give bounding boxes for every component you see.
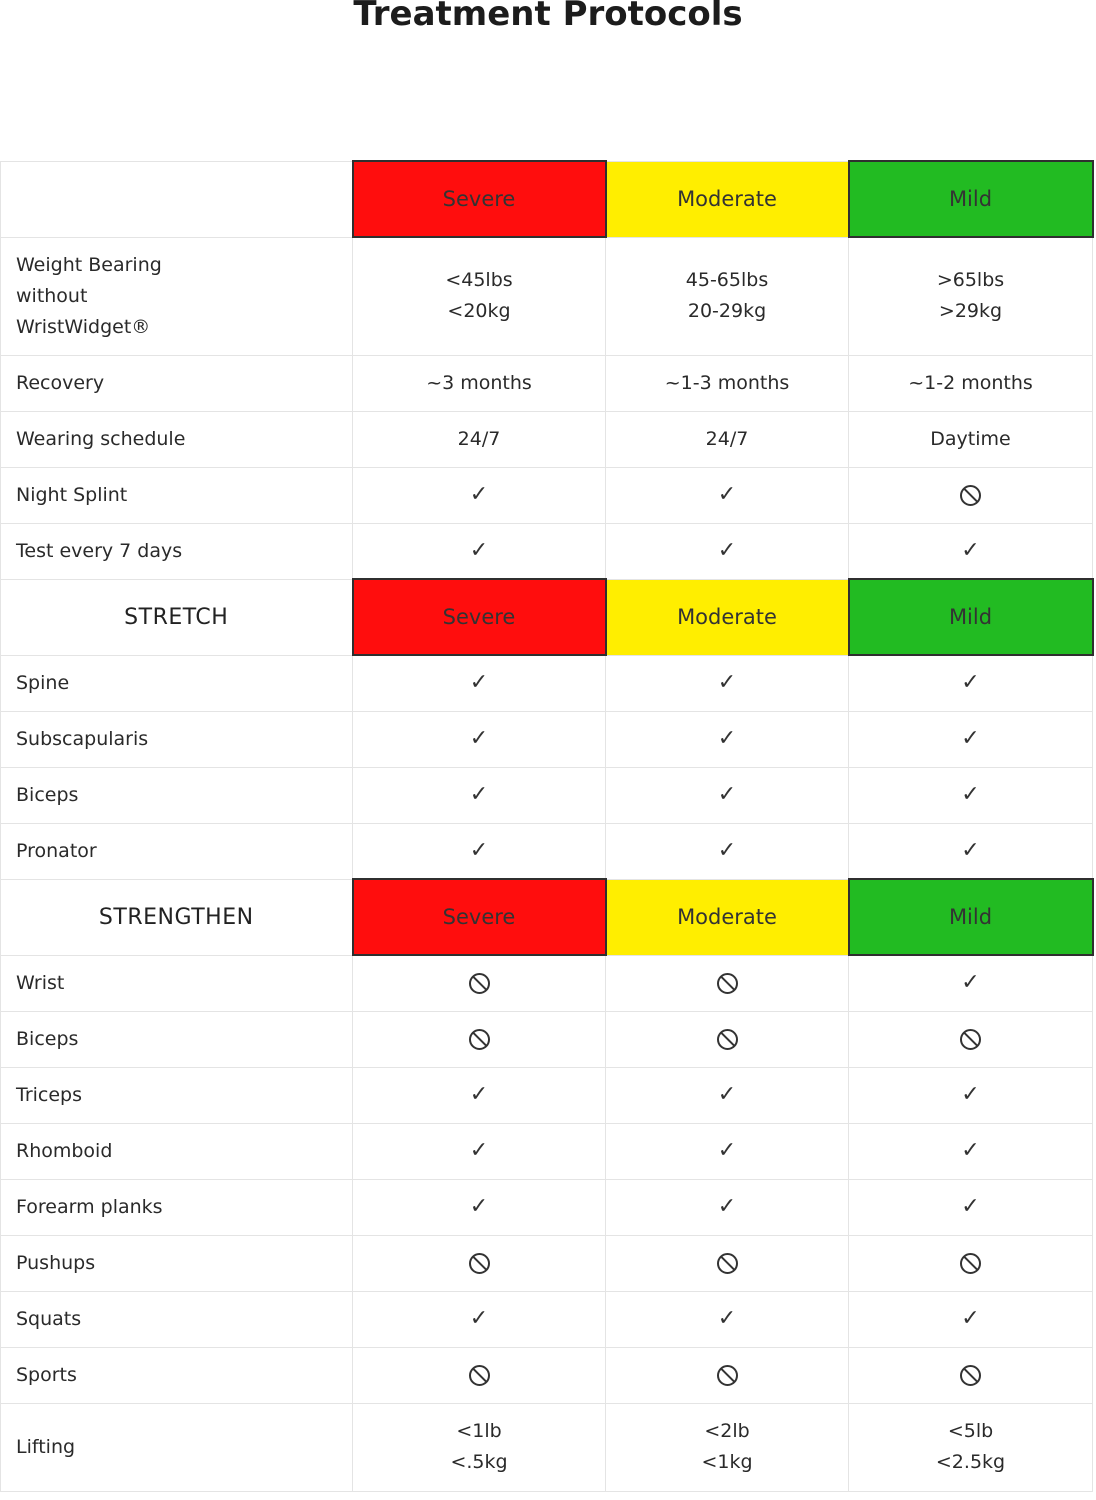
severity-header-severe: Severe xyxy=(353,579,606,655)
checkmark-icon: ✓ xyxy=(717,838,737,863)
cell-mild xyxy=(849,523,1093,579)
cell-text: Night Splint xyxy=(16,483,128,506)
table-row xyxy=(1,1123,1093,1179)
table-row xyxy=(1,1347,1093,1403)
checkmark-icon: ✓ xyxy=(469,1138,489,1163)
checkmark-icon: ✓ xyxy=(717,670,737,695)
cell-moderate xyxy=(606,1291,849,1347)
cell-text: Biceps xyxy=(16,783,79,806)
row-label xyxy=(1,237,353,355)
cell-moderate xyxy=(606,237,849,355)
table-row xyxy=(1,955,1093,1011)
prohibited-icon xyxy=(960,485,981,506)
row-label xyxy=(1,1179,353,1235)
cell-severe xyxy=(353,1291,606,1347)
cell-moderate xyxy=(606,1067,849,1123)
prohibited-icon xyxy=(960,1029,981,1050)
cell-text: 45-65lbs xyxy=(685,269,769,291)
severity-header-row xyxy=(1,161,1093,237)
cell-moderate xyxy=(606,411,849,467)
checkmark-icon: ✓ xyxy=(469,726,489,751)
cell-text: WristWidget® xyxy=(16,315,151,338)
checkmark-icon: ✓ xyxy=(717,1306,737,1331)
prohibited-icon xyxy=(717,1253,738,1274)
table-row xyxy=(1,1179,1093,1235)
row-label xyxy=(1,1235,353,1291)
cell-severe xyxy=(353,823,606,879)
cell-text: Lifting xyxy=(16,1435,76,1458)
cell-mild xyxy=(849,1235,1093,1291)
page-title: Treatment Protocols xyxy=(353,0,743,34)
table-row xyxy=(1,237,1093,355)
prohibited-icon xyxy=(717,973,738,994)
table-row xyxy=(1,1235,1093,1291)
row-label xyxy=(1,1123,353,1179)
cell-text: ~3 months xyxy=(426,371,532,394)
checkmark-icon: ✓ xyxy=(961,1306,980,1331)
cell-moderate xyxy=(606,1347,849,1403)
cell-text: without xyxy=(16,284,88,307)
row-label xyxy=(1,823,353,879)
cell-severe xyxy=(353,955,606,1011)
prohibited-icon xyxy=(717,1029,738,1050)
cell-mild xyxy=(849,237,1093,355)
row-label xyxy=(1,523,353,579)
row-label xyxy=(1,411,353,467)
row-label xyxy=(1,467,353,523)
cell-moderate xyxy=(606,767,849,823)
severity-header-moderate: Moderate xyxy=(606,579,849,655)
cell-moderate xyxy=(606,467,849,523)
cell-mild xyxy=(849,355,1093,411)
cell-mild xyxy=(849,1347,1093,1403)
cell-text: Wrist xyxy=(16,971,65,994)
checkmark-icon: ✓ xyxy=(961,782,980,807)
row-label xyxy=(1,1403,353,1491)
cell-moderate xyxy=(606,523,849,579)
prohibited-icon xyxy=(717,1365,738,1386)
table-row xyxy=(1,1011,1093,1067)
row-label xyxy=(1,1011,353,1067)
cell-text: Pronator xyxy=(16,839,97,862)
cell-text: <1kg xyxy=(701,1451,753,1473)
section-heading-strengthen: STRENGTHEN xyxy=(1,879,353,955)
cell-text: >65lbs xyxy=(936,269,1005,292)
cell-severe xyxy=(353,1123,606,1179)
table-row xyxy=(1,823,1093,879)
table-row xyxy=(1,411,1093,467)
cell-mild xyxy=(849,955,1093,1011)
cell-text: Triceps xyxy=(16,1083,82,1106)
severity-header-moderate: Moderate xyxy=(606,879,849,955)
checkmark-icon: ✓ xyxy=(961,1082,980,1107)
cell-text: <2lb xyxy=(704,1420,750,1442)
prohibited-icon xyxy=(469,973,490,994)
cell-text: Sports xyxy=(16,1363,77,1386)
cell-text: 24/7 xyxy=(705,427,749,450)
cell-mild xyxy=(849,1011,1093,1067)
cell-text: Forearm planks xyxy=(16,1195,163,1218)
severity-header-row xyxy=(1,579,1093,655)
cell-mild xyxy=(849,711,1093,767)
checkmark-icon: ✓ xyxy=(469,670,489,696)
prohibited-icon xyxy=(469,1365,490,1386)
row-label xyxy=(1,355,353,411)
checkmark-icon: ✓ xyxy=(717,1082,737,1107)
checkmark-icon: ✓ xyxy=(961,670,980,696)
cell-moderate xyxy=(606,823,849,879)
checkmark-icon: ✓ xyxy=(469,1306,489,1331)
prohibited-icon xyxy=(469,1029,490,1050)
cell-mild xyxy=(849,767,1093,823)
checkmark-icon: ✓ xyxy=(961,1194,980,1219)
cell-moderate xyxy=(606,955,849,1011)
table-row xyxy=(1,1291,1093,1347)
cell-text: ~1-2 months xyxy=(908,371,1033,394)
cell-severe xyxy=(353,1347,606,1403)
cell-severe xyxy=(353,767,606,823)
cell-severe xyxy=(353,237,606,355)
table-row xyxy=(1,711,1093,767)
cell-mild xyxy=(849,1179,1093,1235)
cell-severe xyxy=(353,1403,606,1491)
cell-text: Subscapularis xyxy=(16,727,149,750)
cell-mild xyxy=(849,1403,1093,1491)
cell-text: <1lb xyxy=(456,1420,502,1442)
cell-moderate xyxy=(606,711,849,767)
checkmark-icon: ✓ xyxy=(717,726,737,751)
cell-severe xyxy=(353,655,606,711)
table-row xyxy=(1,767,1093,823)
checkmark-icon: ✓ xyxy=(717,482,737,507)
table-row xyxy=(1,1403,1093,1491)
cell-text: ~1-3 months xyxy=(664,371,790,394)
cell-text: Wearing schedule xyxy=(16,427,186,450)
cell-severe xyxy=(353,1235,606,1291)
checkmark-icon: ✓ xyxy=(469,537,489,563)
cell-text: Biceps xyxy=(16,1027,79,1050)
row-label xyxy=(1,1291,353,1347)
section-heading-stretch: STRETCH xyxy=(1,579,353,655)
severity-header-mild: Mild xyxy=(849,579,1093,655)
checkmark-icon: ✓ xyxy=(469,1194,489,1219)
cell-mild xyxy=(849,467,1093,523)
cell-text: <45lbs xyxy=(445,269,513,292)
severity-header-moderate: Moderate xyxy=(606,161,849,237)
cell-text: Test every 7 days xyxy=(16,539,183,562)
cell-text: Rhomboid xyxy=(16,1139,113,1162)
cell-moderate xyxy=(606,655,849,711)
cell-severe xyxy=(353,523,606,579)
cell-text: >29kg xyxy=(938,300,1003,323)
cell-severe xyxy=(353,1067,606,1123)
prohibited-icon xyxy=(469,1253,490,1274)
checkmark-icon: ✓ xyxy=(469,482,489,507)
cell-text: Daytime xyxy=(930,427,1011,450)
checkmark-icon: ✓ xyxy=(717,538,737,563)
cell-text: Pushups xyxy=(16,1251,96,1274)
cell-severe xyxy=(353,467,606,523)
cell-moderate xyxy=(606,355,849,411)
cell-mild xyxy=(849,411,1093,467)
severity-header-mild: Mild xyxy=(849,879,1093,955)
table-row xyxy=(1,1067,1093,1123)
cell-text: <.5kg xyxy=(450,1451,508,1473)
cell-text: <5lb xyxy=(947,1420,994,1442)
row-label xyxy=(1,1067,353,1123)
cell-severe xyxy=(353,711,606,767)
cell-mild xyxy=(849,823,1093,879)
cell-text: 20-29kg xyxy=(687,300,767,322)
prohibited-icon xyxy=(960,1253,981,1274)
row-label xyxy=(1,655,353,711)
checkmark-icon: ✓ xyxy=(961,970,980,996)
checkmark-icon: ✓ xyxy=(717,782,737,807)
cell-moderate xyxy=(606,1403,849,1491)
cell-mild xyxy=(849,1123,1093,1179)
checkmark-icon: ✓ xyxy=(961,837,980,863)
checkmark-icon: ✓ xyxy=(961,726,980,751)
cell-severe xyxy=(353,411,606,467)
cell-moderate xyxy=(606,1011,849,1067)
checkmark-icon: ✓ xyxy=(717,1138,737,1163)
checkmark-icon: ✓ xyxy=(469,782,489,807)
row-label xyxy=(1,711,353,767)
severity-header-mild: Mild xyxy=(849,161,1093,237)
table-row xyxy=(1,523,1093,579)
checkmark-icon: ✓ xyxy=(961,537,980,563)
row-label xyxy=(1,767,353,823)
severity-header-row xyxy=(1,879,1093,955)
checkmark-icon: ✓ xyxy=(469,1082,489,1107)
cell-moderate xyxy=(606,1235,849,1291)
severity-header-severe: Severe xyxy=(353,879,606,955)
cell-text: <2.5kg xyxy=(935,1451,1006,1473)
cell-severe xyxy=(353,355,606,411)
cell-text: Recovery xyxy=(16,371,105,394)
table-row xyxy=(1,467,1093,523)
cell-severe xyxy=(353,1179,606,1235)
checkmark-icon: ✓ xyxy=(961,1138,980,1163)
cell-mild xyxy=(849,655,1093,711)
cell-moderate xyxy=(606,1123,849,1179)
cell-mild xyxy=(849,1067,1093,1123)
severity-header-severe: Severe xyxy=(353,161,606,237)
checkmark-icon: ✓ xyxy=(469,837,489,863)
row-label xyxy=(1,955,353,1011)
header-spacer xyxy=(1,161,353,237)
prohibited-icon xyxy=(960,1365,981,1386)
cell-severe xyxy=(353,1011,606,1067)
table-row xyxy=(1,355,1093,411)
cell-text: <20kg xyxy=(447,300,511,323)
cell-moderate xyxy=(606,1179,849,1235)
row-label xyxy=(1,1347,353,1403)
table-row xyxy=(1,655,1093,711)
cell-text: Squats xyxy=(16,1307,82,1330)
cell-text: Weight Bearing xyxy=(16,253,162,276)
checkmark-icon: ✓ xyxy=(717,1194,737,1219)
cell-text: 24/7 xyxy=(457,427,501,450)
cell-text: Spine xyxy=(16,671,70,694)
cell-mild xyxy=(849,1291,1093,1347)
treatment-protocols-table xyxy=(0,160,1094,1492)
